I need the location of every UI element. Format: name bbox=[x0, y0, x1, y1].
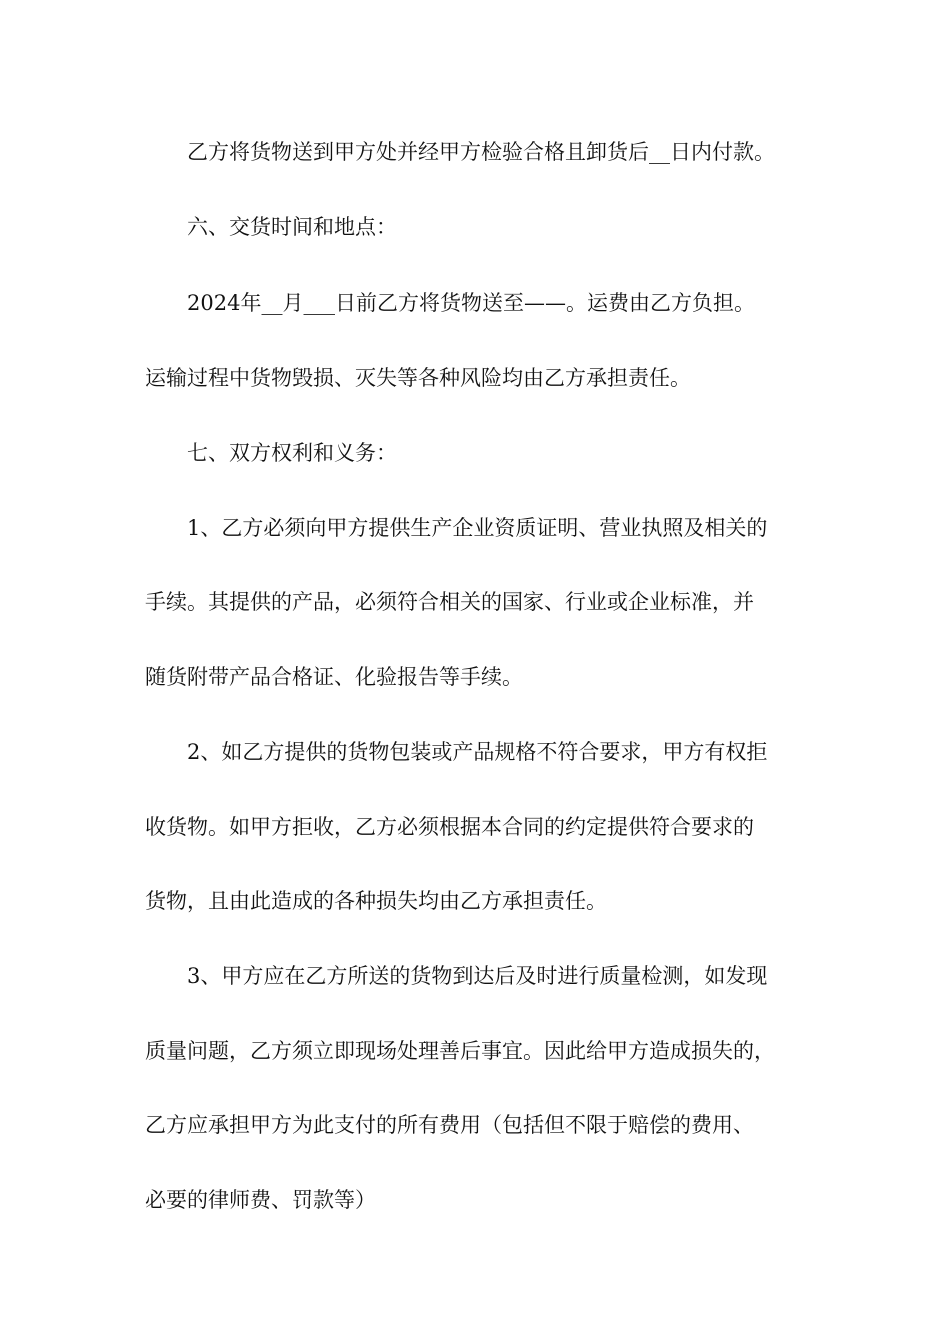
clause-3-line-3: 乙方应承担甲方为此支付的所有费用（包括但不限于赔偿的费用、 bbox=[145, 1113, 754, 1137]
heading-rights-obligations: 七、双方权利和义务： bbox=[187, 441, 397, 465]
clause-3-line-4: 必要的律师费、罚款等） bbox=[145, 1188, 376, 1212]
clause-2-line-1: 2、如乙方提供的货物包装或产品规格不符合要求，甲方有权拒 bbox=[187, 740, 768, 764]
clause-1-line-3: 随货附带产品合格证、化验报告等手续。 bbox=[145, 665, 523, 689]
clause-2-line-2: 收货物。如甲方拒收，乙方必须根据本合同的约定提供符合要求的 bbox=[145, 815, 754, 839]
paragraph-delivery-risk: 运输过程中货物毁损、灭失等各种风险均由乙方承担责任。 bbox=[145, 366, 691, 390]
clause-3-line-1: 3、甲方应在乙方所送的货物到达后及时进行质量检测，如发现 bbox=[187, 964, 768, 988]
clause-1-line-1: 1、乙方必须向甲方提供生产企业资质证明、营业执照及相关的 bbox=[187, 516, 768, 540]
heading-delivery-time-place: 六、交货时间和地点： bbox=[187, 215, 397, 239]
clause-1-line-2: 手续。其提供的产品，必须符合相关的国家、行业或企业标准，并 bbox=[145, 590, 754, 614]
clause-3-line-2: 质量问题，乙方须立即现场处理善后事宜。因此给甲方造成损失的， bbox=[145, 1039, 775, 1063]
clause-2-line-3: 货物，且由此造成的各种损失均由乙方承担责任。 bbox=[145, 889, 607, 913]
paragraph-delivery-date: 2024年__月___日前乙方将货物送至——。运费由乙方负担。 bbox=[187, 291, 755, 315]
paragraph-payment-terms: 乙方将货物送到甲方处并经甲方检验合格且卸货后__日内付款。 bbox=[187, 140, 775, 164]
